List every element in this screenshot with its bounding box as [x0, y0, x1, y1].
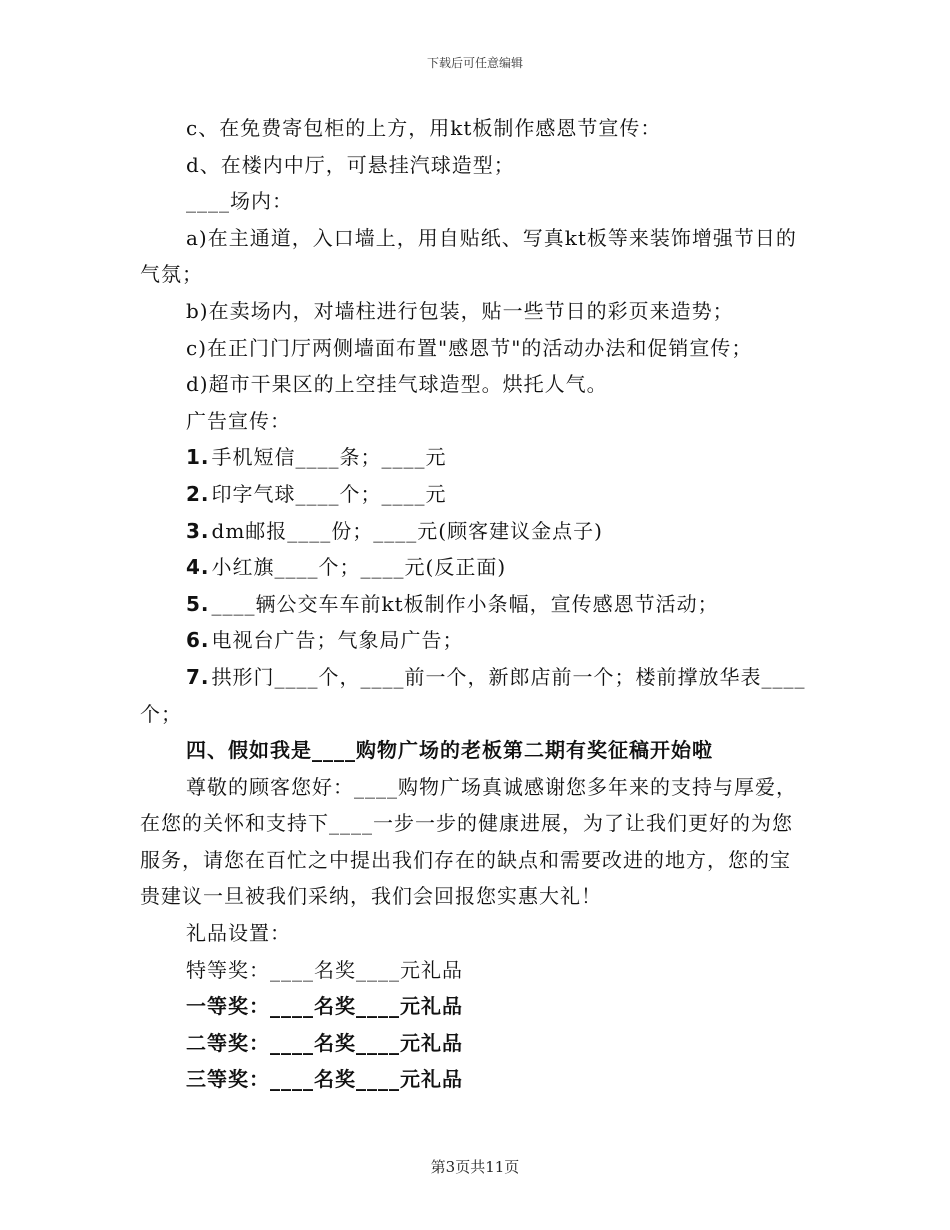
ad-item-4 — [140, 549, 810, 586]
ad-item-number: 5. — [186, 591, 210, 616]
ad-item-1 — [140, 439, 810, 476]
special-prize: 特等奖：____名奖____元礼品 — [186, 957, 463, 982]
text-line: c)在正门门厅两侧墙面布置"感恩节"的活动办法和促销宣传； — [186, 335, 753, 360]
gift-title: 礼品设置： — [186, 921, 291, 946]
page-number: 第3页共11页 — [430, 1158, 520, 1176]
ad-item-6 — [140, 622, 810, 659]
ad-item-3 — [140, 513, 810, 550]
ad-item-text: dm邮报____份；____元(顾客建议金点子) — [211, 518, 603, 543]
ad-item-text: 小红旗____个；____元(反正面) — [211, 555, 507, 580]
ad-item-number: 1. — [186, 445, 210, 470]
letter-paragraph: 尊敬的顾客您好：____购物广场真诚感谢您多年来的支持与厚爱，在您的关怀和支持下____一步一步的健康进展，为了让我们更好的为您服务，请您在百忙之中提出我们存在的缺点和需要改进的地方，您的宝贵建议一旦被我们采纳，我们会回报您实惠大礼！ — [140, 774, 797, 909]
first-prize: 一等奖：____名奖____元礼品 — [186, 994, 463, 1019]
ad-item-number: 3. — [186, 518, 210, 543]
ad-item-text: 手机短信____条；____元 — [211, 445, 447, 470]
ad-item-text: 印字气球____个；____元 — [211, 481, 447, 506]
ad-item-text: 拱形门____个，____前一个，新郎店前一个；楼前撑放华表____个； — [140, 664, 806, 726]
ad-item-number: 7. — [186, 664, 210, 689]
ad-item-5 — [140, 586, 810, 623]
ad-item-text: ____辆公交车车前kt板制作小条幅，宣传感恩节活动； — [211, 591, 719, 616]
text-line: ____场内： — [186, 189, 293, 214]
ad-item-number: 2. — [186, 481, 210, 506]
ad-item-text: 电视台广告；气象局广告； — [211, 628, 464, 653]
text-line: d)超市干果区的上空挂气球造型。烘托人气。 — [186, 372, 608, 397]
ad-item-number: 4. — [186, 555, 210, 580]
third-prize: 三等奖：____名奖____元礼品 — [186, 1067, 463, 1092]
second-prize: 二等奖：____名奖____元礼品 — [186, 1030, 463, 1055]
text-line: d、在楼内中厅，可悬挂汽球造型； — [186, 152, 515, 177]
page-header-note: 下载后可任意编辑 — [426, 56, 523, 70]
ad-item-number: 6. — [186, 628, 210, 653]
ad-item-2 — [140, 476, 810, 513]
text-line: b)在卖场内，对墙柱进行包装，贴一些节日的彩页来造势； — [186, 298, 734, 323]
text-paragraph: a)在主通道，入口墙上，用自贴纸、写真kt板等来装饰增强节日的气氛； — [140, 225, 797, 287]
section-heading: 四、假如我是____购物广场的老板第二期有奖征稿开始啦 — [186, 738, 713, 763]
document-body — [140, 110, 810, 1098]
ad-item-7 — [140, 659, 810, 732]
text-line: c、在免费寄包柜的上方，用kt板制作感恩节宣传： — [186, 116, 662, 140]
text-line: 广告宣传： — [186, 408, 291, 433]
